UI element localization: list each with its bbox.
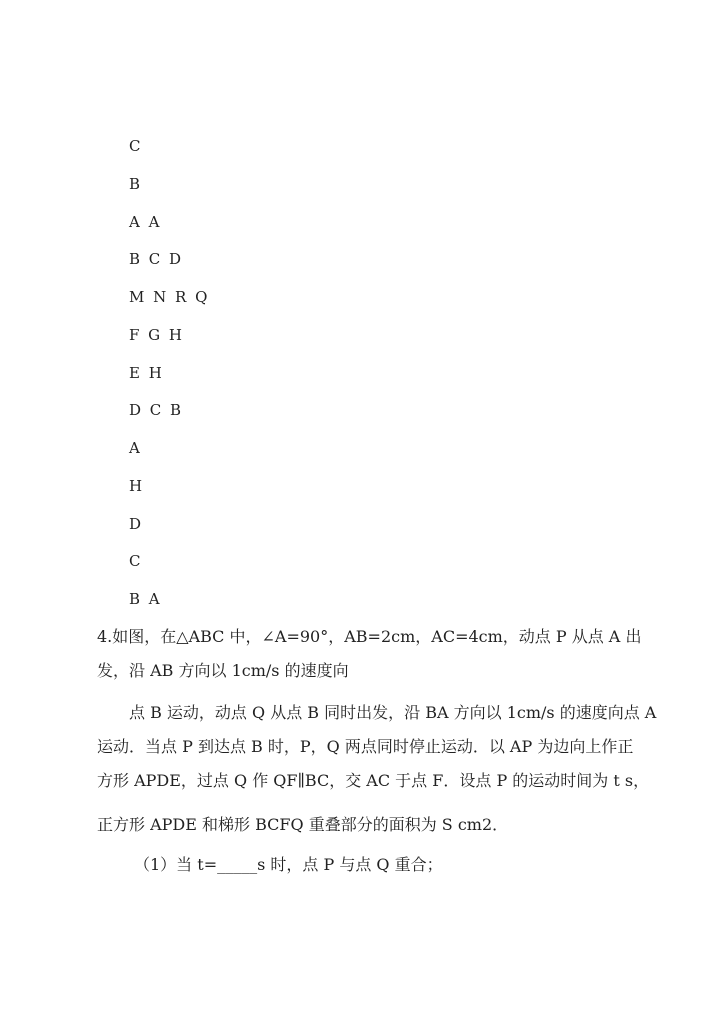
question-1: （1）当 t=_____s 时，点 P 与点 Q 重合； <box>134 855 443 874</box>
figure-label-line-2: B <box>129 175 143 193</box>
problem-line-1: 4.如图，在△ABC 中，∠A=90°，AB=2cm，AC=4cm，动点 P 从点 A 出 <box>97 627 642 646</box>
figure-label-line-1: C <box>129 137 143 155</box>
figure-label-line-5: M N R Q <box>129 288 210 306</box>
figure-label-line-13: B A <box>129 590 162 608</box>
figure-label-line-10: H <box>129 477 145 495</box>
figure-label-line-11: D <box>129 515 144 533</box>
figure-label-line-9: A <box>129 439 142 457</box>
figure-label-line-3: A A <box>129 213 162 231</box>
figure-label-line-4: B C D <box>129 250 184 268</box>
figure-label-line-7: E H <box>129 364 164 382</box>
problem-line-4: 运动．当点 P 到达点 B 时，P，Q 两点同时停止运动．以 AP 为边向上作正 <box>97 737 634 756</box>
figure-label-line-6: F G H <box>129 326 185 344</box>
figure-label-line-12: C <box>129 552 143 570</box>
problem-line-5: 方形 APDE，过点 Q 作 QF∥BC，交 AC 于点 F．设点 P 的运动时间为 t s， <box>97 771 650 790</box>
figure-label-line-8: D C B <box>129 401 184 419</box>
problem-line-2: 发，沿 AB 方向以 1cm/s 的速度向 <box>97 661 349 680</box>
problem-line-6: 正方形 APDE 和梯形 BCFQ 重叠部分的面积为 S cm2． <box>97 815 509 834</box>
problem-line-3: 点 B 运动，动点 Q 从点 B 同时出发，沿 BA 方向以 1cm/s 的速度向点 A <box>129 703 657 722</box>
